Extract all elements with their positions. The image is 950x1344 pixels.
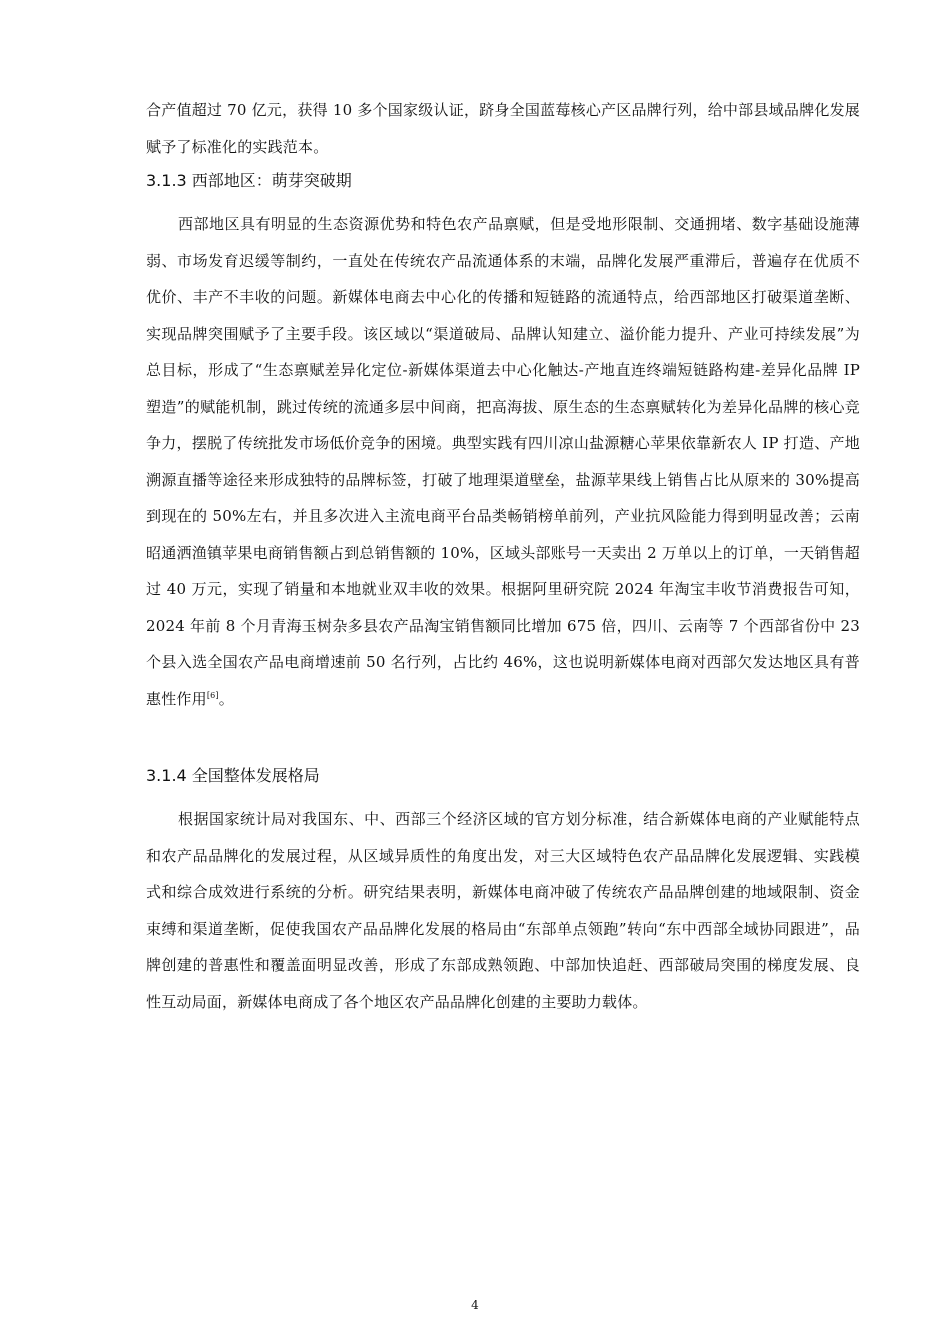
section-3-1-4-text: 根据国家统计局对我国东、中、西部三个经济区域的官方划分标准，结合新媒体电商的产业赋能特点和农产品品牌化的发展过程，从区域异质性的角度出发，对三大区域特色农产品品牌化发展逻辑、实践模式和综合成效进行系统的分析。研究结果表明，新媒体电商冲破了传统农产品品牌创建的地域限制、资金束缚和渠道垄断，促使我国农产品品牌化发展的格局由“东部单点领跑”转向“东中西部全域协同跟进”，品牌创建的普惠性和覆盖面明显改善，形成了东部成熟领跑、中部加快追赶、西部破局突围的梯度发展、良性互动局面，新媒体电商成了各个地区农产品品牌化创建的主要助力载体。 — [146, 810, 860, 1011]
continued-paragraph-text: 合产值超过 70 亿元，获得 10 多个国家级认证，跻身全国蓝莓核心产区品牌行列，给中部县域品牌化发展赋予了标准化的实践范本。 — [146, 101, 860, 156]
citation-reference[interactable]: [6] — [206, 690, 219, 700]
section-3-1-3-paragraph — [146, 206, 860, 717]
section-3-1-3-text-end: 。 — [218, 689, 234, 708]
section-3-1-3-text: 西部地区具有明显的生态资源优势和特色农产品禀赋，但是受地形限制、交通拥堵、数字基础设施薄弱、市场发育迟缓等制约，一直处在传统农产品流通体系的末端，品牌化发展严重滞后，普遍存在优质不优价、丰产不丰收的问题。新媒体电商去中心化的传播和短链路的流通特点，给西部地区打破渠道垄断、实现品牌突围赋予了主要手段。该区域以“渠道破局、品牌认知建立、溢价能力提升、产业可持续发展”为总目标，形成了“生态禀赋差异化定位-新媒体渠道去中心化触达-产地直连终端短链路构建-差异化品牌 IP 塑造”的赋能机制，跳过传统的流通多层中间商，把高海拔、原生态的生态禀赋转化为差异化品牌的核心竞争力，摆脱了传统批发市场低价竞争的困境。典型实践有四川凉山盐源糖心苹果依靠新农人 IP 打造、产地溯源直播等途径来形成独特的品牌标签，打破了地理渠道壁垒，盐源苹果线上销售占比从原来的 30%提高到现在的 50%左右，并且多次进入主流电商平台品类畅销榜单前列，产业抗风险能力得到明显改善；云南昭通洒渔镇苹果电商销售额占到总销售额的 10%，区域头部账号一天卖出 2 万单以上的订单，一天销售超过 40 万元，实现了销量和本地就业双丰收的效果。根据阿里研究院 2024 年淘宝丰收节消费报告可知，2024 年前 8 个月青海玉树杂多县农产品淘宝销售额同比增加 675 倍，四川、云南等 7 个西部省份中 23 个县入选全国农产品电商增速前 50 名行列，占比约 46%，这也说明新媒体电商对西部欠发达地区具有普惠性作用 — [146, 215, 860, 708]
section-3-1-4-paragraph — [146, 801, 860, 1020]
section-heading-3-1-3: 3.1.3 西部地区：萌芽突破期 — [146, 171, 352, 190]
page-number: 4 — [471, 1298, 479, 1312]
section-heading-3-1-4: 3.1.4 全国整体发展格局 — [146, 766, 320, 785]
continued-paragraph — [146, 92, 860, 165]
